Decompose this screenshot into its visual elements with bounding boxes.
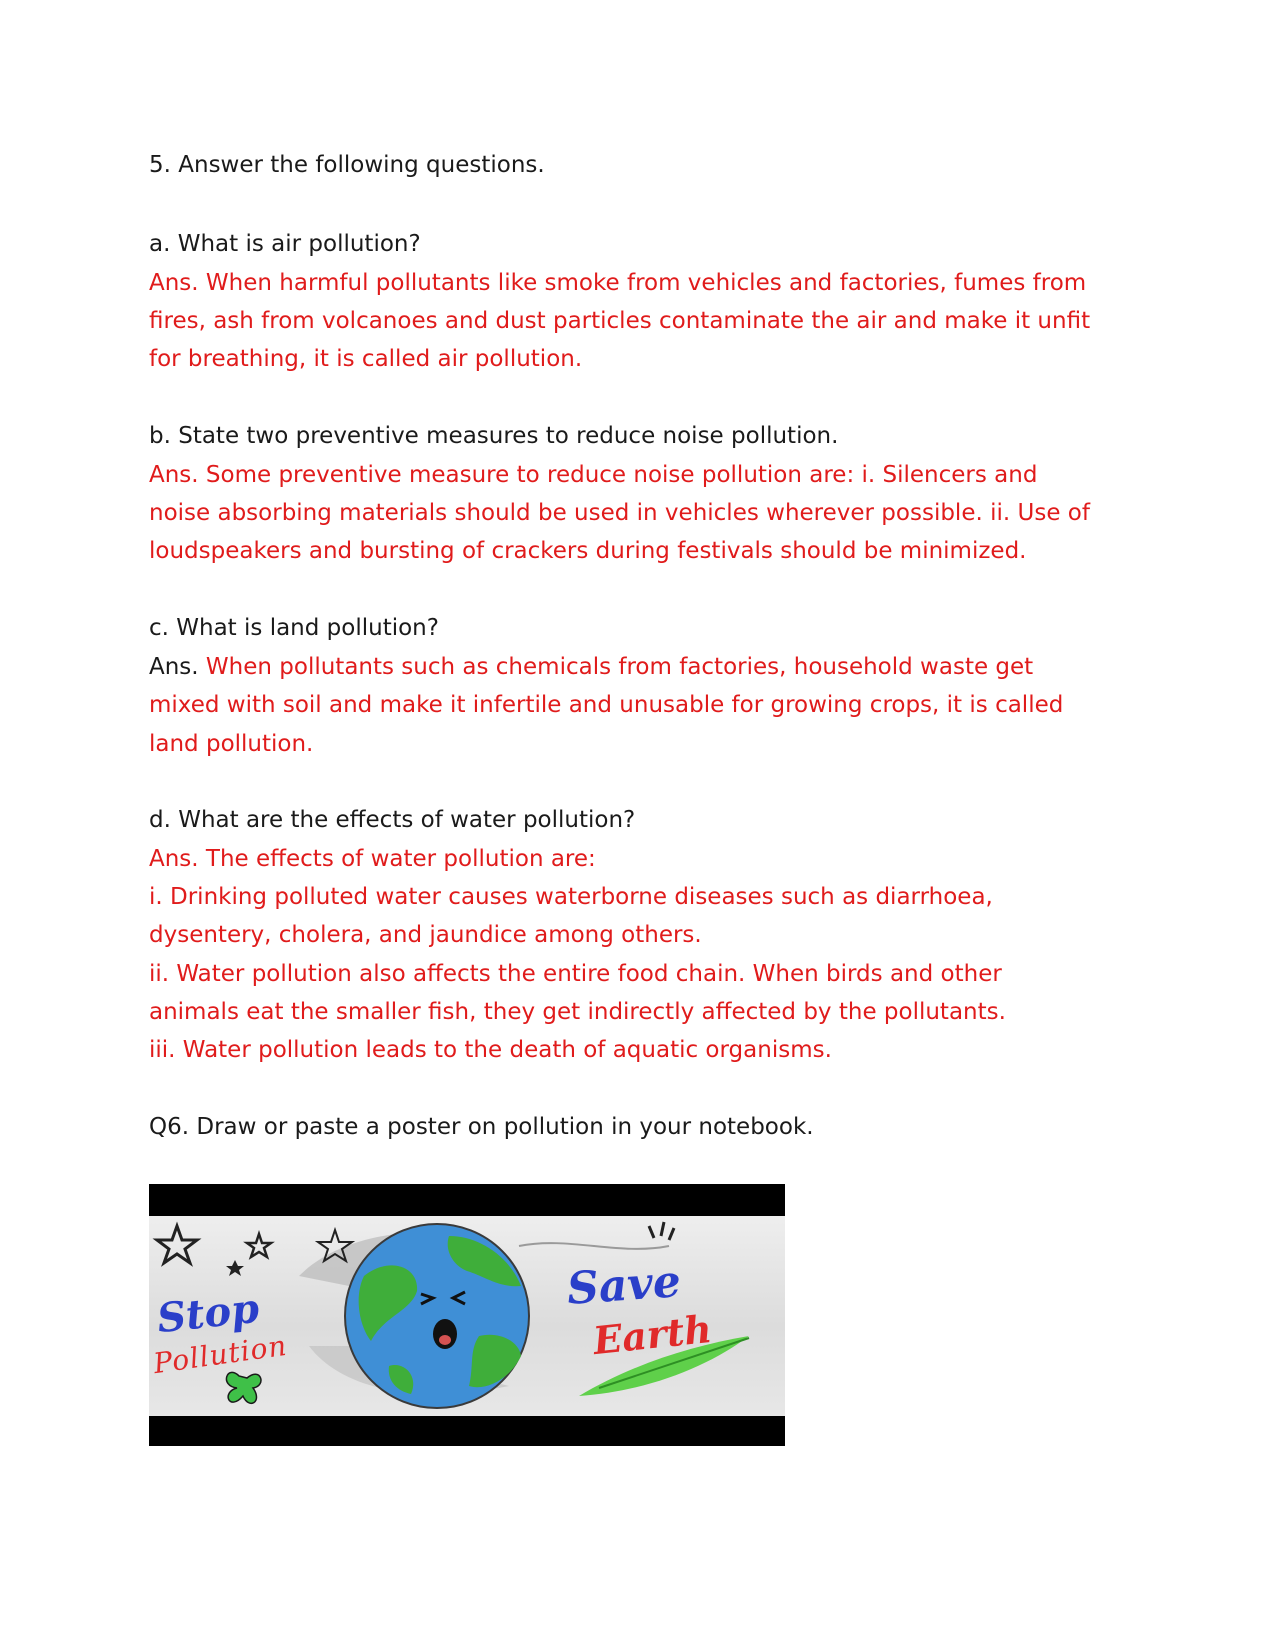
tongue-icon <box>439 1335 451 1345</box>
answer-a-line-2: fires, ash from volcanoes and dust particles contaminate the air and make it unfit <box>149 308 1091 334</box>
question-d: d. What are the effects of water pollution? <box>149 807 636 833</box>
answer-b-line-2: noise absorbing materials should be used in vehicles wherever possible. ii. Use of <box>149 500 1090 526</box>
answer-b-line-3: loudspeakers and bursting of crackers during festivals should be minimized. <box>149 538 1027 564</box>
poster-canvas <box>149 1216 785 1416</box>
answer-a-line-1: Ans. When harmful pollutants like smoke from vehicles and factories, fumes from <box>149 270 1087 296</box>
poster-pollution-text: Pollution <box>151 1328 290 1381</box>
answer-d-line-2: i. Drinking polluted water causes waterborne diseases such as diarrhoea, <box>149 884 993 910</box>
answer-c-line-2: mixed with soil and make it infertile and unusable for growing crops, it is called <box>149 692 1064 718</box>
poster-stop-text: Stop <box>154 1284 262 1343</box>
sparkle-icon <box>649 1222 674 1240</box>
poster-earth-text: Earth <box>590 1305 714 1364</box>
answer-c-line-1 <box>149 652 1149 682</box>
answer-d-line-1: Ans. The effects of water pollution are: <box>149 846 596 872</box>
star-icon <box>226 1260 244 1276</box>
answer-b-line-1: Ans. Some preventive measure to reduce noise pollution are: i. Silencers and <box>149 462 1038 488</box>
pollution-poster <box>149 1184 785 1446</box>
poster-save-text: Save <box>565 1256 683 1315</box>
question-b: b. State two preventive measures to reduce noise pollution. <box>149 423 839 449</box>
answer-d-line-6: iii. Water pollution leads to the death of aquatic organisms. <box>149 1037 832 1063</box>
answer-d-line-5: animals eat the smaller fish, they get indirectly affected by the pollutants. <box>149 999 1006 1025</box>
answer-c-prefix: Ans. <box>149 654 206 680</box>
answer-c-line-3: land pollution. <box>149 731 314 757</box>
answer-d-line-3: dysentery, cholera, and jaundice among others. <box>149 922 702 948</box>
answer-d-line-4: ii. Water pollution also affects the entire food chain. When birds and other <box>149 961 1002 987</box>
question-c: c. What is land pollution? <box>149 615 439 641</box>
star-icon <box>157 1226 197 1263</box>
star-icon <box>247 1234 271 1257</box>
section-heading: 5. Answer the following questions. <box>149 152 545 178</box>
answer-c-first: When pollutants such as chemicals from factories, household waste get <box>205 654 1034 680</box>
smoke-line-icon <box>519 1243 669 1249</box>
question-a: a. What is air pollution? <box>149 231 421 257</box>
butterfly-icon <box>226 1372 261 1403</box>
answer-a-line-3: for breathing, it is called air pollution. <box>149 346 583 372</box>
question-6: Q6. Draw or paste a poster on pollution in your notebook. <box>149 1114 814 1140</box>
